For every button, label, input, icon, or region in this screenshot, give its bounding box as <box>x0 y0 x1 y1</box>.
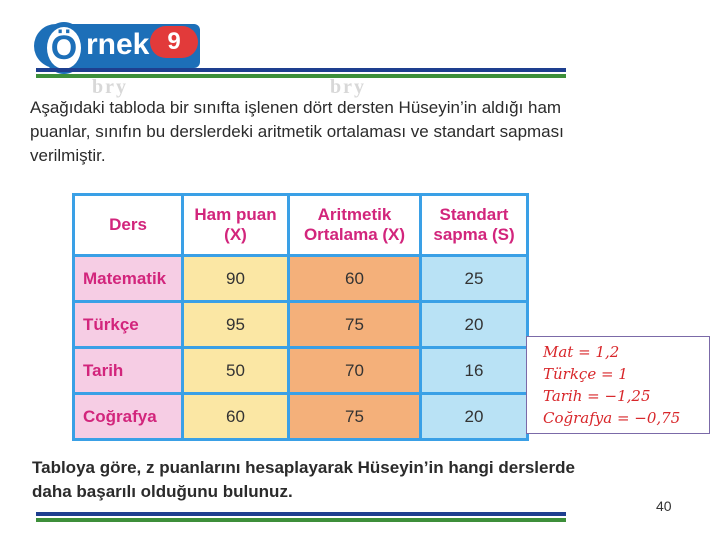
table-row <box>74 394 528 440</box>
watermark-logo: bry <box>330 76 366 98</box>
note-line: Tarih = −1,25 <box>543 387 651 405</box>
ortalama-cell: 70 <box>289 348 421 394</box>
table-header-row <box>74 195 528 256</box>
header-rule-blue <box>36 68 566 72</box>
subject-cell: Coğrafya <box>74 394 183 440</box>
handwritten-note <box>526 336 710 434</box>
example-number: 9 <box>150 26 198 58</box>
subject-cell: Matematik <box>74 256 183 302</box>
note-line: Coğrafya = −0,75 <box>543 409 681 427</box>
footer-rule-green <box>36 518 566 522</box>
ortalama-cell: 75 <box>289 302 421 348</box>
footer-rule-blue <box>36 512 566 516</box>
header-aritmetik-ortalama: Aritmetik Ortalama (X) <box>289 195 421 256</box>
ortalama-cell: 60 <box>289 256 421 302</box>
table-row <box>74 256 528 302</box>
badge-letter: Ö <box>42 22 86 74</box>
subject-cell: Türkçe <box>74 302 183 348</box>
note-line: Türkçe = 1 <box>543 365 628 383</box>
table-row <box>74 302 528 348</box>
ortalama-cell: 75 <box>289 394 421 440</box>
scores-table <box>72 193 529 441</box>
question-text: Aşağıdaki tabloda bir sınıfta işlenen dört dersten Hüseyin’in aldığı ham puanlar, sınıfın bu derslerdeki aritmetik ortalaması ve standart sapması verilmiştir. <box>30 98 564 165</box>
badge-word: rnek <box>86 28 150 61</box>
watermark-logo: bry <box>92 76 128 98</box>
note-line: Mat = 1,2 <box>543 343 620 361</box>
ham-puan-cell: 50 <box>183 348 289 394</box>
header-standart-sapma: Standart sapma (S) <box>421 195 528 256</box>
task-prompt: Tabloya göre, z puanlarını hesaplayarak Hüseyin’in hangi derslerde daha başarılı olduğunu bulunuz. <box>32 458 575 501</box>
sapma-cell: 20 <box>421 302 528 348</box>
sapma-cell: 25 <box>421 256 528 302</box>
sapma-cell: 20 <box>421 394 528 440</box>
ham-puan-cell: 90 <box>183 256 289 302</box>
sapma-cell: 16 <box>421 348 528 394</box>
subject-cell: Tarih <box>74 348 183 394</box>
table-row <box>74 348 528 394</box>
ham-puan-cell: 60 <box>183 394 289 440</box>
header-ders: Ders <box>74 195 183 256</box>
ham-puan-cell: 95 <box>183 302 289 348</box>
page-number: 40 <box>656 498 672 514</box>
header-ham-puan: Ham puan (X) <box>183 195 289 256</box>
